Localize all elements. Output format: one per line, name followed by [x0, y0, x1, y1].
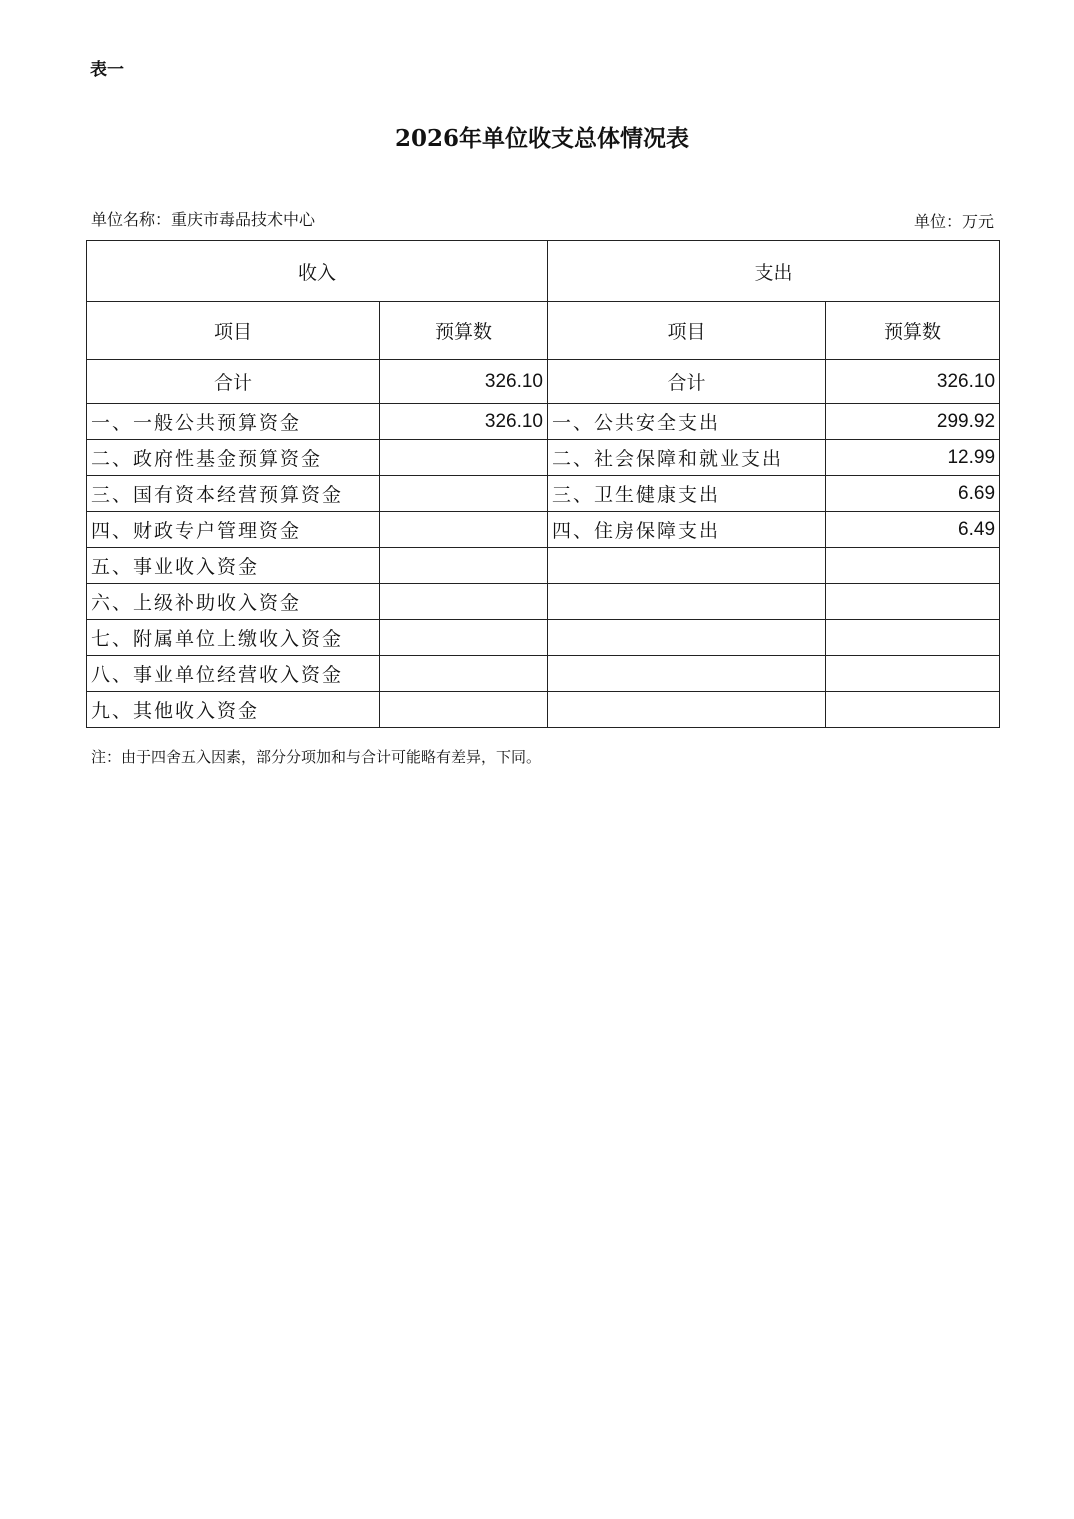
table-row — [87, 656, 1000, 692]
budget-table — [86, 240, 1000, 728]
income-item-cell: 二、政府性基金预算资金 — [87, 440, 380, 476]
table-row — [87, 620, 1000, 656]
unit-label: 单位：万元 — [913, 212, 994, 231]
income-item-cell: 八、事业单位经营收入资金 — [87, 656, 380, 692]
expense-item-cell — [548, 548, 826, 584]
income-value-cell — [380, 620, 548, 656]
income-total-label: 合计 — [87, 360, 380, 404]
page-title: 2026年单位收支总体情况表 — [394, 125, 689, 152]
expense-total-value: 326.10 — [826, 360, 1000, 404]
income-item-cell: 五、事业收入资金 — [87, 548, 380, 584]
total-row — [87, 360, 1000, 404]
expense-value-cell — [826, 548, 1000, 584]
income-item-header: 项目 — [87, 302, 380, 360]
footnote: 注：由于四舍五入因素，部分分项加和与合计可能略有差异，下同。 — [91, 748, 542, 766]
income-item-cell: 七、附属单位上缴收入资金 — [87, 620, 380, 656]
income-item-cell: 六、上级补助收入资金 — [87, 584, 380, 620]
income-value-cell — [380, 512, 548, 548]
income-value-cell: 326.10 — [380, 404, 548, 440]
income-item-cell: 一、一般公共预算资金 — [87, 404, 380, 440]
table-row — [87, 584, 1000, 620]
table-row — [87, 404, 1000, 440]
table-row — [87, 476, 1000, 512]
expense-header: 支出 — [548, 241, 1000, 302]
income-value-cell — [380, 476, 548, 512]
income-total-value: 326.10 — [380, 360, 548, 404]
table-label: 表一 — [90, 60, 124, 80]
income-item-cell: 九、其他收入资金 — [87, 692, 380, 728]
expense-value-cell — [826, 584, 1000, 620]
expense-value-cell: 6.49 — [826, 512, 1000, 548]
unit-name: 单位名称：重庆市毒品技术中心 — [91, 210, 316, 229]
expense-item-cell: 三、卫生健康支出 — [548, 476, 826, 512]
income-header: 收入 — [87, 241, 548, 302]
expense-item-cell — [548, 620, 826, 656]
income-value-cell — [380, 692, 548, 728]
income-value-cell — [380, 584, 548, 620]
expense-item-cell: 一、公共安全支出 — [548, 404, 826, 440]
income-value-cell — [380, 548, 548, 584]
expense-item-cell — [548, 656, 826, 692]
expense-value-cell: 6.69 — [826, 476, 1000, 512]
column-header-row — [87, 302, 1000, 360]
table-row — [87, 692, 1000, 728]
income-value-cell — [380, 440, 548, 476]
expense-budget-header: 预算数 — [826, 302, 1000, 360]
income-item-cell: 四、财政专户管理资金 — [87, 512, 380, 548]
income-budget-header: 预算数 — [380, 302, 548, 360]
expense-value-cell — [826, 620, 1000, 656]
expense-value-cell — [826, 656, 1000, 692]
expense-item-cell: 二、社会保障和就业支出 — [548, 440, 826, 476]
table-row — [87, 512, 1000, 548]
expense-value-cell: 12.99 — [826, 440, 1000, 476]
expense-value-cell — [826, 692, 1000, 728]
income-item-cell: 三、国有资本经营预算资金 — [87, 476, 380, 512]
section-header-row — [87, 241, 1000, 302]
expense-value-cell: 299.92 — [826, 404, 1000, 440]
table-row — [87, 440, 1000, 476]
expense-item-cell — [548, 584, 826, 620]
expense-total-label: 合计 — [548, 360, 826, 404]
expense-item-header: 项目 — [548, 302, 826, 360]
table-row — [87, 548, 1000, 584]
expense-item-cell — [548, 692, 826, 728]
expense-item-cell: 四、住房保障支出 — [548, 512, 826, 548]
income-value-cell — [380, 656, 548, 692]
